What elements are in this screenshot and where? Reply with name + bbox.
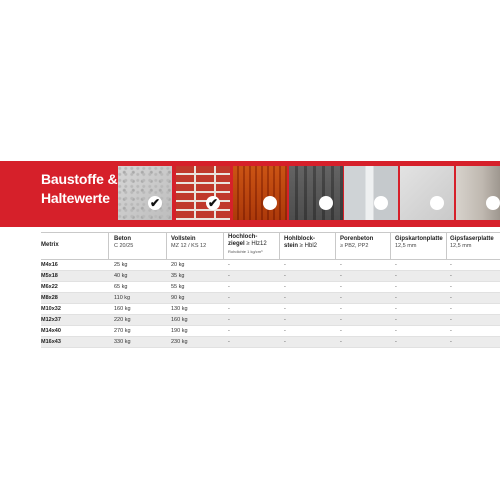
header-gipskartonplatte: Gipskartonplatte 12,5 mm bbox=[395, 236, 443, 249]
haltewerte-table bbox=[41, 232, 500, 348]
cell-name: M8x28 bbox=[41, 295, 58, 301]
header-hohlblockstein: Hohlblock- stein ≥ Hbl2 bbox=[284, 236, 317, 249]
cell-hohl: - bbox=[284, 306, 286, 312]
cell-beton: 40 kg bbox=[114, 273, 128, 279]
cell-poren: - bbox=[340, 306, 342, 312]
header-divider bbox=[223, 233, 224, 259]
empty-circle-icon bbox=[263, 196, 277, 210]
cell-vollstein: 90 kg bbox=[171, 295, 185, 301]
header-divider bbox=[390, 233, 391, 259]
banner-title-line2: Haltewerte bbox=[41, 190, 110, 206]
checkmark-icon: ✔ bbox=[207, 196, 219, 210]
header-vollstein: Vollstein MZ 12 / KS 12 bbox=[171, 236, 207, 249]
cell-name: M10x32 bbox=[41, 306, 61, 312]
porenbeton-tile bbox=[344, 166, 398, 220]
hohlblockstein-tile bbox=[289, 166, 343, 220]
cell-beton: 25 kg bbox=[114, 262, 128, 268]
table-row bbox=[41, 293, 500, 304]
header-gipsfaserplatte: Gipsfaserplatte 12,5 mm bbox=[450, 236, 494, 249]
cell-beton: 330 kg bbox=[114, 339, 131, 345]
header-divider bbox=[279, 233, 280, 259]
beton-tile bbox=[118, 166, 172, 220]
cell-gipskarton: - bbox=[395, 317, 397, 323]
gipsfaserplatte-tile bbox=[456, 166, 500, 220]
cell-hoch: - bbox=[228, 273, 230, 279]
cell-poren: - bbox=[340, 328, 342, 334]
empty-circle-icon bbox=[374, 196, 388, 210]
cell-vollstein: 160 kg bbox=[171, 317, 188, 323]
cell-gipsfaser: - bbox=[450, 273, 452, 279]
cell-vollstein: 55 kg bbox=[171, 284, 185, 290]
cell-hoch: - bbox=[228, 339, 230, 345]
cell-hoch: - bbox=[228, 317, 230, 323]
cell-vollstein: 230 kg bbox=[171, 339, 188, 345]
header-porenbeton: Porenbeton ≥ PB2, PP2 bbox=[340, 236, 374, 249]
empty-circle-icon bbox=[430, 196, 444, 210]
table-row bbox=[41, 326, 500, 337]
cell-hoch: - bbox=[228, 328, 230, 334]
cell-name: M16x43 bbox=[41, 339, 61, 345]
cell-vollstein: 35 kg bbox=[171, 273, 185, 279]
cell-vollstein: 190 kg bbox=[171, 328, 188, 334]
cell-gipskarton: - bbox=[395, 262, 397, 268]
cell-gipsfaser: - bbox=[450, 284, 452, 290]
gipskartonplatte-tile bbox=[400, 166, 454, 220]
cell-hohl: - bbox=[284, 284, 286, 290]
cell-vollstein: 130 kg bbox=[171, 306, 188, 312]
cell-hohl: - bbox=[284, 317, 286, 323]
cell-gipskarton: - bbox=[395, 284, 397, 290]
cell-hoch: - bbox=[228, 306, 230, 312]
cell-hohl: - bbox=[284, 295, 286, 301]
cell-hoch: - bbox=[228, 284, 230, 290]
cell-beton: 220 kg bbox=[114, 317, 131, 323]
banner-title-line1: Baustoffe & bbox=[41, 171, 118, 187]
cell-vollstein: 20 kg bbox=[171, 262, 185, 268]
cell-hoch: - bbox=[228, 262, 230, 268]
cell-gipsfaser: - bbox=[450, 262, 452, 268]
cell-poren: - bbox=[340, 317, 342, 323]
header-beton: Beton C 20/25 bbox=[114, 236, 134, 249]
header-divider bbox=[446, 233, 447, 259]
table-row bbox=[41, 282, 500, 293]
cell-name: M6x22 bbox=[41, 284, 58, 290]
header-hochlochziegel: Hochloch- ziegel ≥ Hlz12 Rohdichte 1 kg/cm³ bbox=[228, 234, 267, 254]
cell-beton: 65 kg bbox=[114, 284, 128, 290]
cell-name: M5x18 bbox=[41, 273, 58, 279]
cell-gipsfaser: - bbox=[450, 317, 452, 323]
cell-beton: 270 kg bbox=[114, 328, 131, 334]
table-row bbox=[41, 337, 500, 348]
cell-name: M12x37 bbox=[41, 317, 61, 323]
cell-poren: - bbox=[340, 284, 342, 290]
cell-poren: - bbox=[340, 273, 342, 279]
empty-circle-icon bbox=[319, 196, 333, 210]
cell-hohl: - bbox=[284, 262, 286, 268]
cell-gipsfaser: - bbox=[450, 328, 452, 334]
cell-hohl: - bbox=[284, 273, 286, 279]
cell-gipsfaser: - bbox=[450, 295, 452, 301]
cell-gipskarton: - bbox=[395, 339, 397, 345]
cell-gipskarton: - bbox=[395, 295, 397, 301]
cell-poren: - bbox=[340, 262, 342, 268]
table-row bbox=[41, 271, 500, 282]
cell-gipskarton: - bbox=[395, 328, 397, 334]
header-divider bbox=[166, 233, 167, 259]
cell-name: M4x16 bbox=[41, 262, 58, 268]
header-metrix: Metrix bbox=[41, 242, 59, 248]
header-divider bbox=[335, 233, 336, 259]
banner-title bbox=[41, 170, 117, 208]
cell-poren: - bbox=[340, 295, 342, 301]
cell-gipsfaser: - bbox=[450, 306, 452, 312]
table-row bbox=[41, 315, 500, 326]
cell-gipsfaser: - bbox=[450, 339, 452, 345]
cell-hoch: - bbox=[228, 295, 230, 301]
table-row bbox=[41, 304, 500, 315]
cell-hohl: - bbox=[284, 339, 286, 345]
empty-circle-icon bbox=[486, 196, 500, 210]
cell-name: M14x40 bbox=[41, 328, 61, 334]
cell-beton: 110 kg bbox=[114, 295, 131, 301]
vollstein-tile bbox=[176, 166, 230, 220]
cell-hohl: - bbox=[284, 328, 286, 334]
cell-gipskarton: - bbox=[395, 273, 397, 279]
cell-poren: - bbox=[340, 339, 342, 345]
table-row bbox=[41, 260, 500, 271]
table-header-row bbox=[41, 232, 500, 260]
hochlochziegel-tile bbox=[233, 166, 287, 220]
cell-gipskarton: - bbox=[395, 306, 397, 312]
header-divider bbox=[108, 233, 109, 259]
cell-beton: 160 kg bbox=[114, 306, 131, 312]
checkmark-icon: ✔ bbox=[149, 196, 161, 210]
